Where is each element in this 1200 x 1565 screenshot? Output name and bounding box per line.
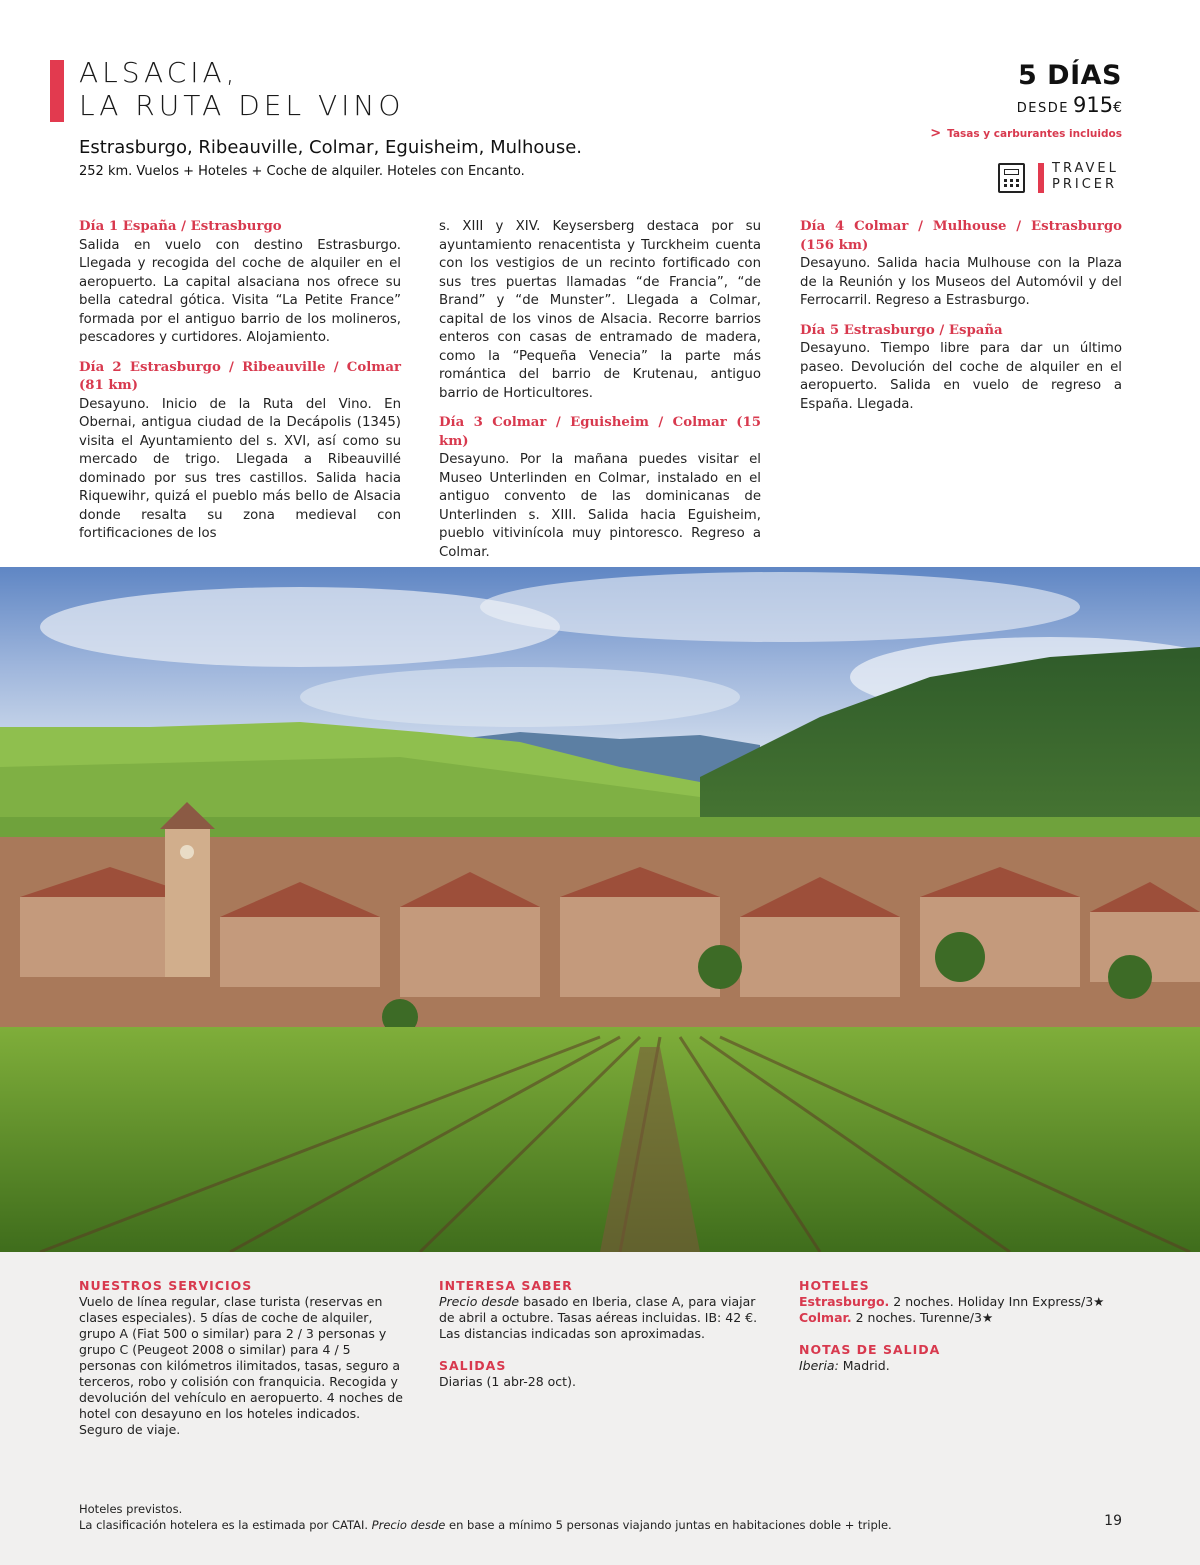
departures-text: Diarias (1 abr-28 oct).: [439, 1374, 576, 1389]
day-5-title: Día 5 Estrasburgo / España: [800, 322, 1003, 338]
footnote-text-a: La clasificación hotelera es la estimada por CATAI.: [79, 1517, 372, 1532]
taxes-text: Tasas y carburantes incluidos: [947, 128, 1122, 140]
good-to-know-body: basado en Iberia, clase A, para viajar de abril a octubre. Tasas aéreas incluidas. IB: 42 €.: [439, 1294, 758, 1325]
page-number: 19: [1104, 1513, 1122, 1529]
distances-note: Las distancias indicadas son aproximadas.: [439, 1326, 705, 1341]
taxes-note: [930, 126, 1122, 141]
day-2-title: Día 2 Estrasburgo / Ribeauville / Colmar (81 km): [79, 359, 401, 393]
travel-pricer-line-1: TRAVEL: [1052, 161, 1119, 176]
hotel-colmar: [799, 1310, 1124, 1326]
good-to-know-heading: INTERESA SABER: [439, 1278, 573, 1293]
hotels-column: [799, 1278, 1124, 1390]
itinerary-column-1: [79, 218, 401, 555]
village-vineyard-photo: [0, 567, 1200, 1252]
travel-pricer-logo: [1052, 161, 1119, 193]
footnote-text-b: en base a mínimo 5 personas viajando juntas en habitaciones doble + triple.: [445, 1517, 892, 1532]
hotel-colmar-detail: 2 noches. Turenne/3★: [851, 1310, 994, 1325]
day-5-text: Desayuno. Tiempo libre para dar un último paseo. Devolución del coche de alquiler en el aeropuerto. Salida en vuelo de regreso a España. Llegada.: [800, 341, 1122, 412]
departure-notes-text: [799, 1358, 1124, 1374]
page-title: [79, 56, 404, 122]
services-column: [79, 1278, 404, 1438]
price-block: [1017, 93, 1122, 117]
good-to-know-text: [439, 1294, 764, 1326]
airline-italic: Iberia:: [799, 1358, 839, 1373]
route-cities: Estrasburgo, Ribeauville, Colmar, Eguisheim, Mulhouse.: [79, 137, 583, 158]
footnote: [79, 1502, 892, 1533]
price-currency: €: [1113, 100, 1122, 116]
price-from-italic: Precio desde: [439, 1294, 520, 1309]
footnote-line-2: [79, 1518, 892, 1534]
day-3-title: Día 3 Colmar / Eguisheim / Colmar (15 km): [439, 415, 761, 449]
footnote-italic: Precio desde: [371, 1517, 446, 1532]
departure-notes-heading: NOTAS DE SALIDA: [799, 1342, 941, 1357]
hotel-colmar-city: Colmar.: [799, 1310, 852, 1325]
day-1-text: Salida en vuelo con destino Estrasburgo. Llegada y recogida del coche de alquiler en el aeropuerto. La capital alsaciana nos ofrece su bella catedral gótica. Visita “La Petite France” formada por el antiguo barrio de los molineros, pescadores y curtidores. Alojamiento.: [79, 237, 401, 345]
calculator-icon: [998, 163, 1025, 193]
itinerary-column-3: [800, 218, 1122, 425]
hotel-strasbourg: [799, 1294, 1124, 1310]
good-to-know-column: [439, 1278, 764, 1406]
day-1-title: Día 1 España / Estrasburgo: [79, 219, 282, 234]
day-4-title: Día 4 Colmar / Mulhouse / Estrasburgo (156 km): [800, 219, 1122, 253]
departures-heading: SALIDAS: [439, 1358, 507, 1373]
day-4-text: Desayuno. Salida hacia Mulhouse con la Plaza de la Reunión y los Museos del Automóvil y del Ferrocarril. Regreso a Estrasburgo.: [800, 256, 1122, 308]
chevron-right-icon: >: [930, 126, 942, 141]
price-value: 915: [1072, 93, 1114, 117]
services-heading: NUESTROS SERVICIOS: [79, 1278, 253, 1293]
trip-duration: 5 DÍAS: [1018, 60, 1122, 91]
title-line-2: LA RUTA DEL VINO: [79, 89, 405, 122]
itinerary-column-2: [439, 218, 761, 573]
price-from-label: DESDE: [1016, 101, 1069, 116]
hotel-strasbourg-city: Estrasburgo.: [799, 1294, 890, 1309]
hotels-heading: HOTELES: [799, 1278, 870, 1293]
services-text: Vuelo de línea regular, clase turista (reservas en clases especiales). 5 días de coche de alquiler, grupo A (Fiat 500 o similar) para 2 / 3 personas y grupo C (Peugeot 2008 o similar) para 4 / 5 personas con kilómetros ilimitados, tasas, seguro a terceros, robo y colisión con franquicia. Recogida y devolución del vehículo en aeropuerto. 4 noches de hotel con desayuno en los hoteles indicados. Seguro de viaje.: [79, 1294, 403, 1437]
title-accent-bar: [50, 60, 64, 122]
title-line-1: ALSACIA,: [79, 56, 239, 89]
day-2-text-a: Desayuno. Inicio de la Ruta del Vino. En Obernai, antigua ciudad de la Decápolis (1345) visita el Ayuntamiento del s. XVI, así como su mercado de trigo. Llegada a Ribeauvillé dominado por sus tres castillos. Salida hacia Riquewihr, quizá el pueblo más bello de Alsacia donde resalta su zona medieval con fortificaciones de los: [79, 396, 401, 541]
travel-pricer-accent-bar: [1038, 163, 1044, 193]
travel-pricer-line-2: PRICER: [1052, 177, 1118, 192]
day-2-text-b: s. XIII y XIV. Keysersberg destaca por su ayuntamiento renacentista y Turckheim cuenta con los vestigios de un recinto fortificado con sus tres puertas llamadas “de Francia”, “de Brand” y “de Munster”. Llegada a Colmar, capital de los vinos de Alsacia. Recorre barrios enteros con casas de entramado de madera, como la “Pequeña Venecia” la parte más romántica del barrio de Krutenau, antiguo barrio de Horticultores.: [439, 219, 761, 401]
day-3-text: Desayuno. Por la mañana puedes visitar el Museo Unterlinden en Colmar, instalado en el antiguo convento de las dominicanas de Unterlinden s. XIII. Salida hacia Eguisheim, pueblo vitivinícola muy pintoresco. Regreso a Colmar.: [439, 452, 761, 560]
footnote-line-1: Hoteles previstos.: [79, 1502, 183, 1516]
departure-city: Madrid.: [838, 1358, 890, 1373]
trip-summary: 252 km. Vuelos + Hoteles + Coche de alquiler. Hoteles con Encanto.: [79, 164, 525, 179]
hotel-strasbourg-detail: 2 noches. Holiday Inn Express/3★: [889, 1294, 1105, 1309]
